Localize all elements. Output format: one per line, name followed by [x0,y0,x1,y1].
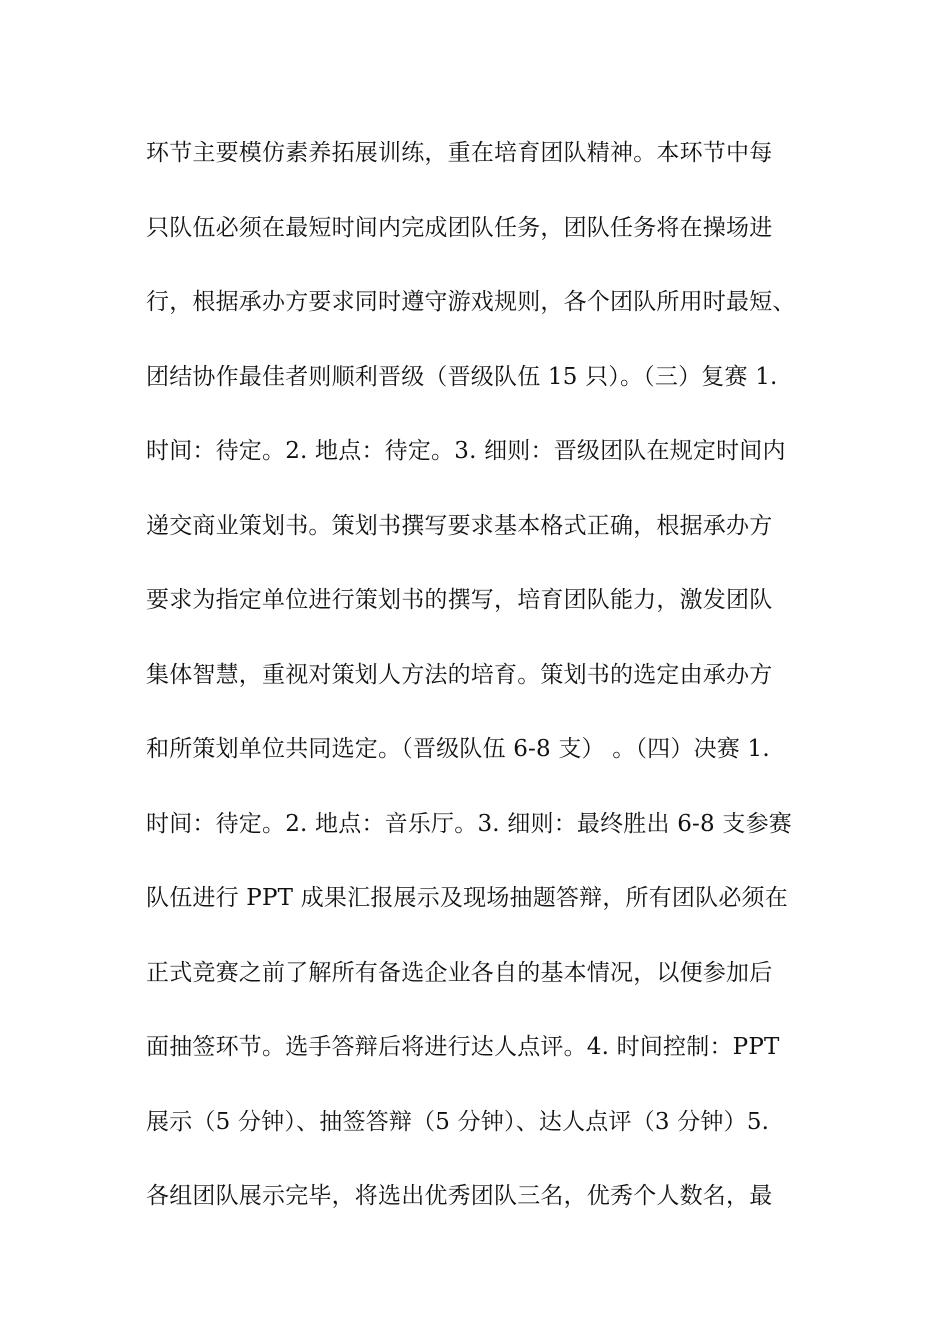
text-line-6: 递交商业策划书。策划书撰写要求基本格式正确，根据承办方 [146,512,773,539]
text-line-4: 团结协作最佳者则顺利晋级（晋级队伍 15 只）。（三）复赛 1. [146,363,778,390]
text-line-13: 面抽签环节。选手答辩后将进行达人点评。4. 时间控制：PPT [146,1034,780,1060]
text-line-1: 环节主要模仿素养拓展训练，重在培育团队精神。本环节中每 [146,140,773,166]
document-body [146,130,826,1248]
text-line-9: 和所策划单位共同选定。（晋级队伍 6-8 支） 。（四）决赛 1. [146,736,770,762]
text-line-5: 时间：待定。2. 地点：待定。3. 细则：晋级团队在规定时间内 [146,438,786,464]
text-line-3: 行，根据承办方要求同时遵守游戏规则，各个团队所用时最短、 [146,289,796,315]
text-line-7: 要求为指定单位进行策划书的撰写，培育团队能力，激发团队 [146,587,773,613]
text-line-15: 各组团队展示完毕，将选出优秀团队三名，优秀个人数名，最 [146,1183,773,1209]
text-line-11: 队伍进行 PPT 成果汇报展示及现场抽题答辩，所有团队必须在 [146,885,788,911]
text-line-12: 正式竞赛之前了解所有备选企业各自的基本情况，以便参加后 [146,959,773,986]
text-line-2: 只队伍必须在最短时间内完成团队任务，团队任务将在操场进 [146,214,773,241]
text-line-8: 集体智慧，重视对策划人方法的培育。策划书的选定由承办方 [146,661,773,688]
text-line-10: 时间：待定。2. 地点：音乐厅。3. 细则：最终胜出 6-8 支参赛 [146,810,792,837]
text-line-14: 展示（5 分钟）、抽签答辩（5 分钟）、达人点评（3 分钟）5. [146,1108,770,1135]
